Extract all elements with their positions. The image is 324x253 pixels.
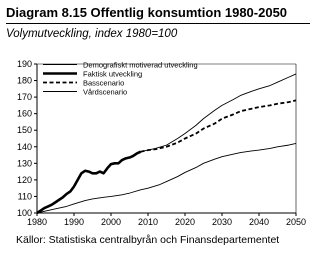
chart-subtitle: Volymutveckling, index 1980=100 — [6, 28, 178, 40]
chart-legend — [43, 60, 198, 96]
legend-label: Faktisk utveckling — [83, 69, 143, 79]
x-tick-label: 1980 — [26, 217, 48, 227]
x-tick-label: 2000 — [100, 217, 122, 227]
y-tick-label: 130 — [16, 158, 32, 169]
y-tick-label: 180 — [16, 75, 32, 86]
y-tick-label: 150 — [16, 125, 32, 136]
y-tick-label: 170 — [16, 92, 32, 103]
series-line — [37, 143, 296, 213]
x-tick-label: 2050 — [285, 217, 307, 227]
legend-label: Basscenario — [83, 78, 125, 88]
x-tick-label: 2020 — [174, 217, 196, 227]
y-tick-label: 190 — [16, 59, 32, 69]
y-tick-label: 140 — [16, 141, 32, 152]
x-tick-label: 2010 — [137, 217, 159, 227]
series-line — [141, 74, 296, 152]
legend-label: Demografiskt motiverad utveckling — [83, 60, 198, 70]
chart-series — [37, 74, 296, 213]
x-tick-label: 2030 — [211, 217, 233, 227]
y-tick-label: 100 — [16, 208, 32, 218]
source-note: Källor: Statistiska centralbyrån och Finansdepartementet — [16, 234, 280, 246]
y-tick-label: 110 — [17, 191, 32, 202]
chart-axes — [17, 59, 306, 227]
x-tick-label: 1990 — [63, 217, 85, 227]
series-line — [37, 152, 141, 213]
y-tick-label: 160 — [16, 108, 32, 119]
legend-label: Vårdscenario — [83, 87, 128, 97]
x-tick-label: 2040 — [248, 217, 270, 227]
y-tick-label: 120 — [16, 174, 32, 185]
chart-title: Diagram 8.15 Offentlig konsumtion 1980-2050 — [6, 5, 288, 20]
